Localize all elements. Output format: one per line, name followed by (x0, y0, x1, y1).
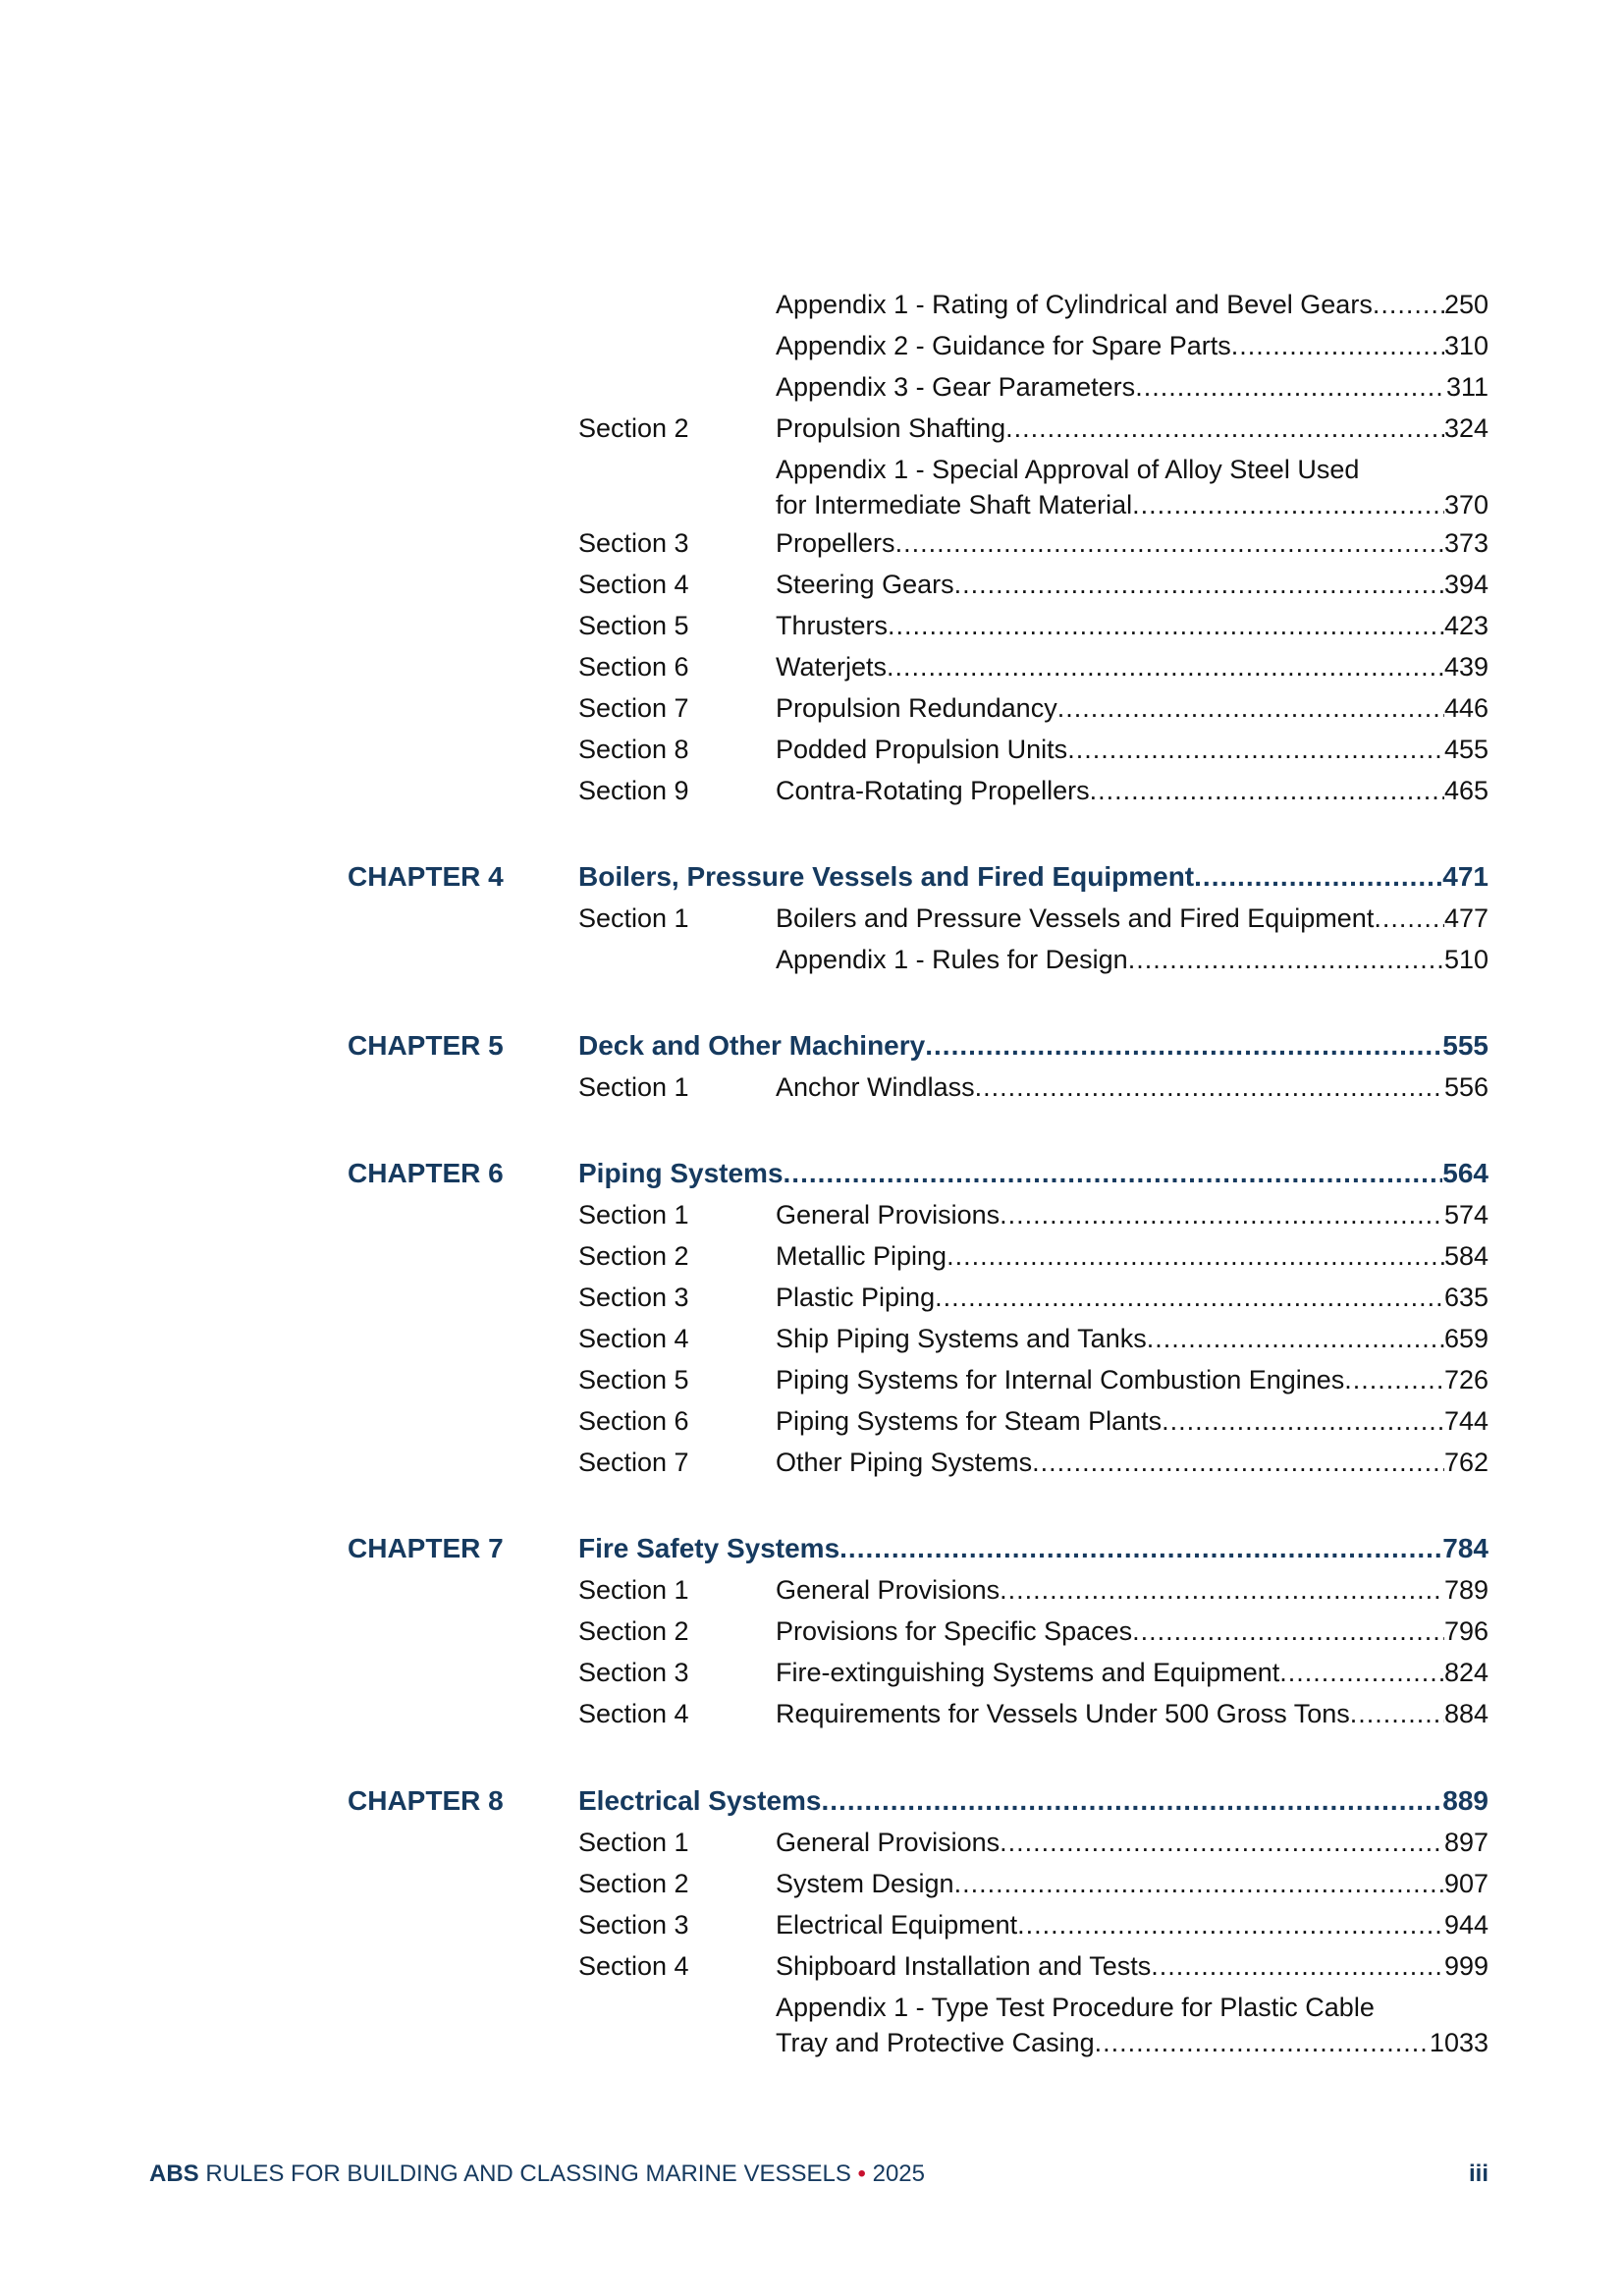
toc-entry-leader (776, 1445, 1488, 1480)
toc-entry-title: System Design (776, 1869, 954, 1898)
toc-section-row (0, 1613, 1623, 1655)
toc-section-row (0, 1572, 1623, 1613)
section-label: Section 5 (578, 1365, 689, 1394)
dot-leader (1350, 1696, 1444, 1731)
footer-title: RULES FOR BUILDING AND CLASSING MARINE VESSELS (205, 2160, 851, 2187)
toc-entry-title: Fire-extinguishing Systems and Equipment (776, 1658, 1280, 1687)
chapter-label: CHAPTER 8 (348, 1785, 504, 1816)
toc-entry[interactable] (776, 608, 1488, 643)
section-label: Section 2 (578, 1241, 689, 1271)
toc-entry[interactable] (776, 773, 1488, 808)
dot-leader (1162, 1403, 1444, 1439)
toc-section-row (0, 1362, 1623, 1403)
dot-leader (1057, 690, 1444, 726)
toc-entry-title: Appendix 1 - Rules for Design (776, 945, 1128, 974)
toc-entry-title: Steering Gears (776, 570, 954, 599)
section-label: Section 7 (578, 1448, 689, 1477)
toc-entry[interactable] (578, 1028, 1488, 1064)
toc-entry[interactable] (776, 1696, 1488, 1731)
toc-entry-title: General Provisions (776, 1200, 1001, 1230)
toc-entry[interactable] (776, 649, 1488, 684)
toc-entry-title: Fire Safety Systems (578, 1533, 840, 1563)
toc-entry[interactable] (776, 1403, 1488, 1439)
toc-entry[interactable] (776, 732, 1488, 767)
toc-entry[interactable] (578, 1156, 1488, 1191)
toc-entry-title: Propellers (776, 528, 895, 558)
toc-entry[interactable] (776, 1197, 1488, 1232)
section-label: Section 4 (578, 1699, 689, 1728)
toc-entry-page: 370 (1443, 490, 1488, 519)
toc-entry-page: 311 (1445, 372, 1488, 402)
dot-leader (1374, 901, 1444, 936)
dot-leader (1090, 773, 1444, 808)
toc-section-row (0, 1321, 1623, 1362)
section-label: Section 7 (578, 693, 689, 723)
toc-entry-title: Boilers, Pressure Vessels and Fired Equipment (578, 861, 1195, 892)
dot-leader (1095, 2025, 1430, 2060)
toc-entry-leader (776, 1403, 1488, 1439)
section-label: Section 4 (578, 570, 689, 599)
footer-brand: ABS (149, 2160, 199, 2187)
toc-entry-leader (776, 773, 1488, 808)
toc-entry-title: Anchor Windlass (776, 1072, 975, 1102)
toc-entry-leader (578, 859, 1488, 895)
dot-leader (1231, 328, 1444, 363)
toc-entry-title: Propulsion Shafting (776, 413, 1006, 443)
toc-entry-page: 555 (1442, 1030, 1488, 1061)
toc-appendix-row (0, 942, 1623, 983)
toc-entry-title: Deck and Other Machinery (578, 1030, 926, 1061)
toc-section-row (0, 1238, 1623, 1280)
dot-leader (935, 1280, 1444, 1315)
toc-entry-page: 423 (1443, 611, 1488, 640)
toc-entry-title: Ship Piping Systems and Tanks (776, 1324, 1147, 1353)
toc-entry-title: Electrical Systems (578, 1785, 822, 1816)
toc-entry[interactable] (776, 1238, 1488, 1274)
toc-entry-page: 373 (1443, 528, 1488, 558)
toc-entry-page: 394 (1443, 570, 1488, 599)
dot-leader (1194, 859, 1442, 895)
toc-entry-leader (578, 1028, 1488, 1064)
toc-entry-leader (776, 1069, 1488, 1105)
toc-entry-title: Appendix 3 - Gear Parameters (776, 372, 1136, 402)
toc-entry[interactable] (776, 1990, 1488, 2060)
toc-entry-title: Appendix 1 - Rating of Cylindrical and Bevel Gears (776, 290, 1373, 319)
toc-entry[interactable] (776, 525, 1488, 561)
dot-leader (954, 1866, 1444, 1901)
toc-section-row (0, 649, 1623, 690)
toc-section-row (0, 1907, 1623, 1948)
dot-leader (888, 608, 1444, 643)
dot-leader (1151, 1948, 1444, 1984)
toc-entry-leader (776, 1321, 1488, 1356)
section-label: Section 5 (578, 611, 689, 640)
toc-entry-page: 999 (1443, 1951, 1488, 1981)
toc-entry-page: 310 (1443, 331, 1488, 360)
section-label: Section 4 (578, 1324, 689, 1353)
toc-entry-page: 564 (1442, 1158, 1488, 1188)
toc-section-row (0, 1696, 1623, 1737)
chapter-label: CHAPTER 7 (348, 1533, 504, 1563)
toc-entry-leader (578, 1156, 1488, 1191)
toc-entry-title: Metallic Piping (776, 1241, 947, 1271)
section-label: Section 3 (578, 528, 689, 558)
toc-entry-leader (776, 901, 1488, 936)
toc-entry-page: 884 (1443, 1699, 1488, 1728)
dot-leader (947, 1238, 1444, 1274)
toc-entry-page: 510 (1443, 945, 1488, 974)
toc-entry-title: General Provisions (776, 1575, 1001, 1605)
toc-section-row (0, 1655, 1623, 1696)
toc-appendix-row (0, 287, 1623, 328)
toc-entry-page: 1033 (1429, 2028, 1488, 2057)
section-label: Section 2 (578, 1869, 689, 1898)
toc-entry-page: 784 (1442, 1533, 1488, 1563)
dot-leader (895, 525, 1444, 561)
toc-section-row (0, 525, 1623, 567)
toc-entry-title: Thrusters (776, 611, 889, 640)
dot-leader (954, 567, 1444, 602)
toc-entry-leader (776, 690, 1488, 726)
toc-entry-title: Piping Systems (578, 1158, 784, 1188)
chapter-label: CHAPTER 6 (348, 1158, 504, 1188)
toc-section-row (0, 1948, 1623, 1990)
footer-page-number: iii (1468, 2160, 1488, 2187)
toc-section-row (0, 1280, 1623, 1321)
toc-section-row (0, 567, 1623, 608)
dot-leader (1344, 1362, 1444, 1397)
toc-entry-leader (776, 1613, 1488, 1649)
section-label: Section 1 (578, 1072, 689, 1102)
toc-entry-leader (776, 525, 1488, 561)
toc-entry-title: Tray and Protective Casing (776, 2028, 1095, 2057)
section-label: Section 4 (578, 1951, 689, 1981)
dot-leader (1000, 1572, 1444, 1608)
dot-leader (1135, 369, 1446, 405)
toc-section-row (0, 410, 1623, 452)
dot-leader (1017, 1907, 1444, 1942)
toc-entry-title: Piping Systems for Steam Plants (776, 1406, 1163, 1436)
toc-entry-page: 250 (1443, 290, 1488, 319)
toc-entry-title: Appendix 2 - Guidance for Spare Parts (776, 331, 1231, 360)
toc-entry-leader (776, 1362, 1488, 1397)
toc-entry[interactable] (776, 1825, 1488, 1860)
toc-entry-page: 471 (1442, 861, 1488, 892)
toc-section-row (0, 690, 1623, 732)
dot-leader (839, 1531, 1442, 1566)
dot-leader (1128, 942, 1444, 977)
toc-entry-leader (776, 1280, 1488, 1315)
toc-entry-leader (776, 287, 1488, 322)
toc-entry-page: 796 (1443, 1616, 1488, 1646)
dot-leader (887, 649, 1444, 684)
toc-entry-title: Requirements for Vessels Under 500 Gross Tons (776, 1699, 1350, 1728)
toc-entry[interactable] (776, 1445, 1488, 1480)
toc-section-row (0, 901, 1623, 942)
toc-entry-page: 889 (1442, 1785, 1488, 1816)
toc-entry-page: 324 (1443, 413, 1488, 443)
section-label: Section 3 (578, 1910, 689, 1940)
chapter-label: CHAPTER 4 (348, 861, 504, 892)
toc-entry-leader (776, 608, 1488, 643)
toc-entry-page: 455 (1443, 735, 1488, 764)
toc-section-row (0, 773, 1623, 814)
toc-entry-leader (776, 649, 1488, 684)
toc-entry[interactable] (578, 1783, 1488, 1819)
dot-leader (925, 1028, 1442, 1064)
toc-entry[interactable] (776, 1321, 1488, 1356)
toc-entry-page: 556 (1443, 1072, 1488, 1102)
toc-entry[interactable] (776, 369, 1488, 405)
section-label: Section 1 (578, 1575, 689, 1605)
toc-entry[interactable] (776, 1069, 1488, 1105)
page-footer (149, 2157, 1488, 2192)
toc-entry-leader (776, 1238, 1488, 1274)
toc-section-row (0, 1069, 1623, 1111)
toc-section-row (0, 1445, 1623, 1486)
toc-entry[interactable] (776, 1866, 1488, 1901)
toc-appendix-row (0, 369, 1623, 410)
toc-entry-title-line1: Appendix 1 - Type Test Procedure for Plastic Cable (776, 1993, 1375, 2022)
toc-section-row (0, 1197, 1623, 1238)
toc-entry-leader (776, 1948, 1488, 1984)
toc-entry[interactable] (776, 1572, 1488, 1608)
toc-entry-page: 439 (1443, 652, 1488, 682)
toc-entry-page: 635 (1443, 1283, 1488, 1312)
section-label: Section 6 (578, 1406, 689, 1436)
toc-entry-leader (776, 1655, 1488, 1690)
toc-entry[interactable] (776, 328, 1488, 363)
toc-entry-leader (776, 328, 1488, 363)
toc-entry-title: Electrical Equipment (776, 1910, 1018, 1940)
toc-chapter-row (0, 1531, 1623, 1572)
toc-entry-page: 477 (1443, 903, 1488, 933)
footer-bullet: • (857, 2160, 866, 2187)
section-label: Section 3 (578, 1658, 689, 1687)
toc-entry[interactable] (776, 1613, 1488, 1649)
toc-entry-leader (578, 1531, 1488, 1566)
toc-section-row (0, 1866, 1623, 1907)
toc-entry-leader (776, 1866, 1488, 1901)
toc-entry-leader (776, 1825, 1488, 1860)
toc-entry-leader (776, 369, 1488, 405)
toc-entry-title: Shipboard Installation and Tests (776, 1951, 1152, 1981)
toc-entry[interactable] (776, 1280, 1488, 1315)
dot-leader (1132, 1613, 1444, 1649)
toc-appendix-row (0, 1990, 1623, 2058)
toc-entry-title: Piping Systems for Internal Combustion Engines (776, 1365, 1345, 1394)
toc-entry[interactable] (776, 1655, 1488, 1690)
toc-entry[interactable] (776, 690, 1488, 726)
toc-entry[interactable] (776, 901, 1488, 936)
toc-entry[interactable] (776, 567, 1488, 602)
toc-entry-title: Propulsion Redundancy (776, 693, 1057, 723)
toc-entry-title: General Provisions (776, 1828, 1001, 1857)
dot-leader (1279, 1655, 1444, 1690)
section-label: Section 1 (578, 1828, 689, 1857)
toc-entry-leader (776, 1572, 1488, 1608)
toc-section-row (0, 1825, 1623, 1866)
toc-entry-page: 789 (1443, 1575, 1488, 1605)
toc-entry-leader (776, 410, 1488, 446)
footer-year: 2025 (872, 2160, 925, 2187)
toc-entry-page: 659 (1443, 1324, 1488, 1353)
section-label: Section 2 (578, 1616, 689, 1646)
toc-entry-title: Contra-Rotating Propellers (776, 776, 1090, 805)
toc-entry[interactable] (776, 1907, 1488, 1942)
toc-entry-title: Plastic Piping (776, 1283, 936, 1312)
toc-entry-title-line1: Appendix 1 - Special Approval of Alloy Steel Used (776, 455, 1360, 484)
toc-entry-title: Other Piping Systems (776, 1448, 1033, 1477)
toc-entry[interactable] (776, 410, 1488, 446)
toc-entry-page: 446 (1443, 693, 1488, 723)
toc-section-row (0, 732, 1623, 773)
toc-entry-page: 762 (1443, 1448, 1488, 1477)
toc-entry-leader (776, 1197, 1488, 1232)
dot-leader (822, 1783, 1443, 1819)
toc-entry-leader (776, 1696, 1488, 1731)
toc-entry-page: 824 (1443, 1658, 1488, 1687)
section-label: Section 3 (578, 1283, 689, 1312)
toc-chapter-row (0, 1028, 1623, 1069)
toc-entry-page: 897 (1443, 1828, 1488, 1857)
toc-entry-page: 726 (1443, 1365, 1488, 1394)
toc-entry-title: Podded Propulsion Units (776, 735, 1068, 764)
toc-entry-leader (578, 1783, 1488, 1819)
dot-leader (1373, 287, 1444, 322)
toc-entry-title: Provisions for Specific Spaces (776, 1616, 1133, 1646)
dot-leader (1000, 1825, 1444, 1860)
dot-leader (975, 1069, 1444, 1105)
toc-section-row (0, 608, 1623, 649)
toc-entry[interactable] (776, 1948, 1488, 1984)
toc-entry[interactable] (578, 1531, 1488, 1566)
toc-entry-title: for Intermediate Shaft Material (776, 490, 1133, 519)
section-label: Section 8 (578, 735, 689, 764)
toc-section-row (0, 1403, 1623, 1445)
toc-entry-leader (776, 2025, 1488, 2060)
dot-leader (1032, 1445, 1444, 1480)
toc-entry-leader (776, 1907, 1488, 1942)
dot-leader (784, 1156, 1443, 1191)
toc-entry-page: 574 (1443, 1200, 1488, 1230)
section-label: Section 2 (578, 413, 689, 443)
toc-entry[interactable] (776, 942, 1488, 977)
dot-leader (1000, 1197, 1444, 1232)
toc-appendix-row (0, 328, 1623, 369)
dot-leader (1132, 487, 1444, 522)
section-label: Section 1 (578, 903, 689, 933)
toc-entry-leader (776, 487, 1488, 522)
toc-entry-page: 907 (1443, 1869, 1488, 1898)
dot-leader (1147, 1321, 1444, 1356)
toc-entry-leader (776, 732, 1488, 767)
toc-entry-page: 944 (1443, 1910, 1488, 1940)
toc-entry-title: Waterjets (776, 652, 888, 682)
toc-entry-page: 584 (1443, 1241, 1488, 1271)
toc-entry[interactable] (776, 452, 1488, 522)
toc-entry-page: 744 (1443, 1406, 1488, 1436)
toc-entry-leader (776, 942, 1488, 977)
toc-entry-title: Boilers and Pressure Vessels and Fired Equipment (776, 903, 1375, 933)
toc-chapter-row (0, 1783, 1623, 1825)
toc-entry-leader (776, 567, 1488, 602)
toc-appendix-row (0, 452, 1623, 520)
toc-chapter-row (0, 1156, 1623, 1197)
dot-leader (1067, 732, 1444, 767)
toc-entry[interactable] (578, 859, 1488, 895)
section-label: Section 1 (578, 1200, 689, 1230)
dot-leader (1005, 410, 1444, 446)
section-label: Section 9 (578, 776, 689, 805)
toc-chapter-row (0, 859, 1623, 901)
chapter-label: CHAPTER 5 (348, 1030, 504, 1061)
section-label: Section 6 (578, 652, 689, 682)
toc-entry[interactable] (776, 1362, 1488, 1397)
toc-entry-page: 465 (1443, 776, 1488, 805)
toc-entry[interactable] (776, 287, 1488, 322)
